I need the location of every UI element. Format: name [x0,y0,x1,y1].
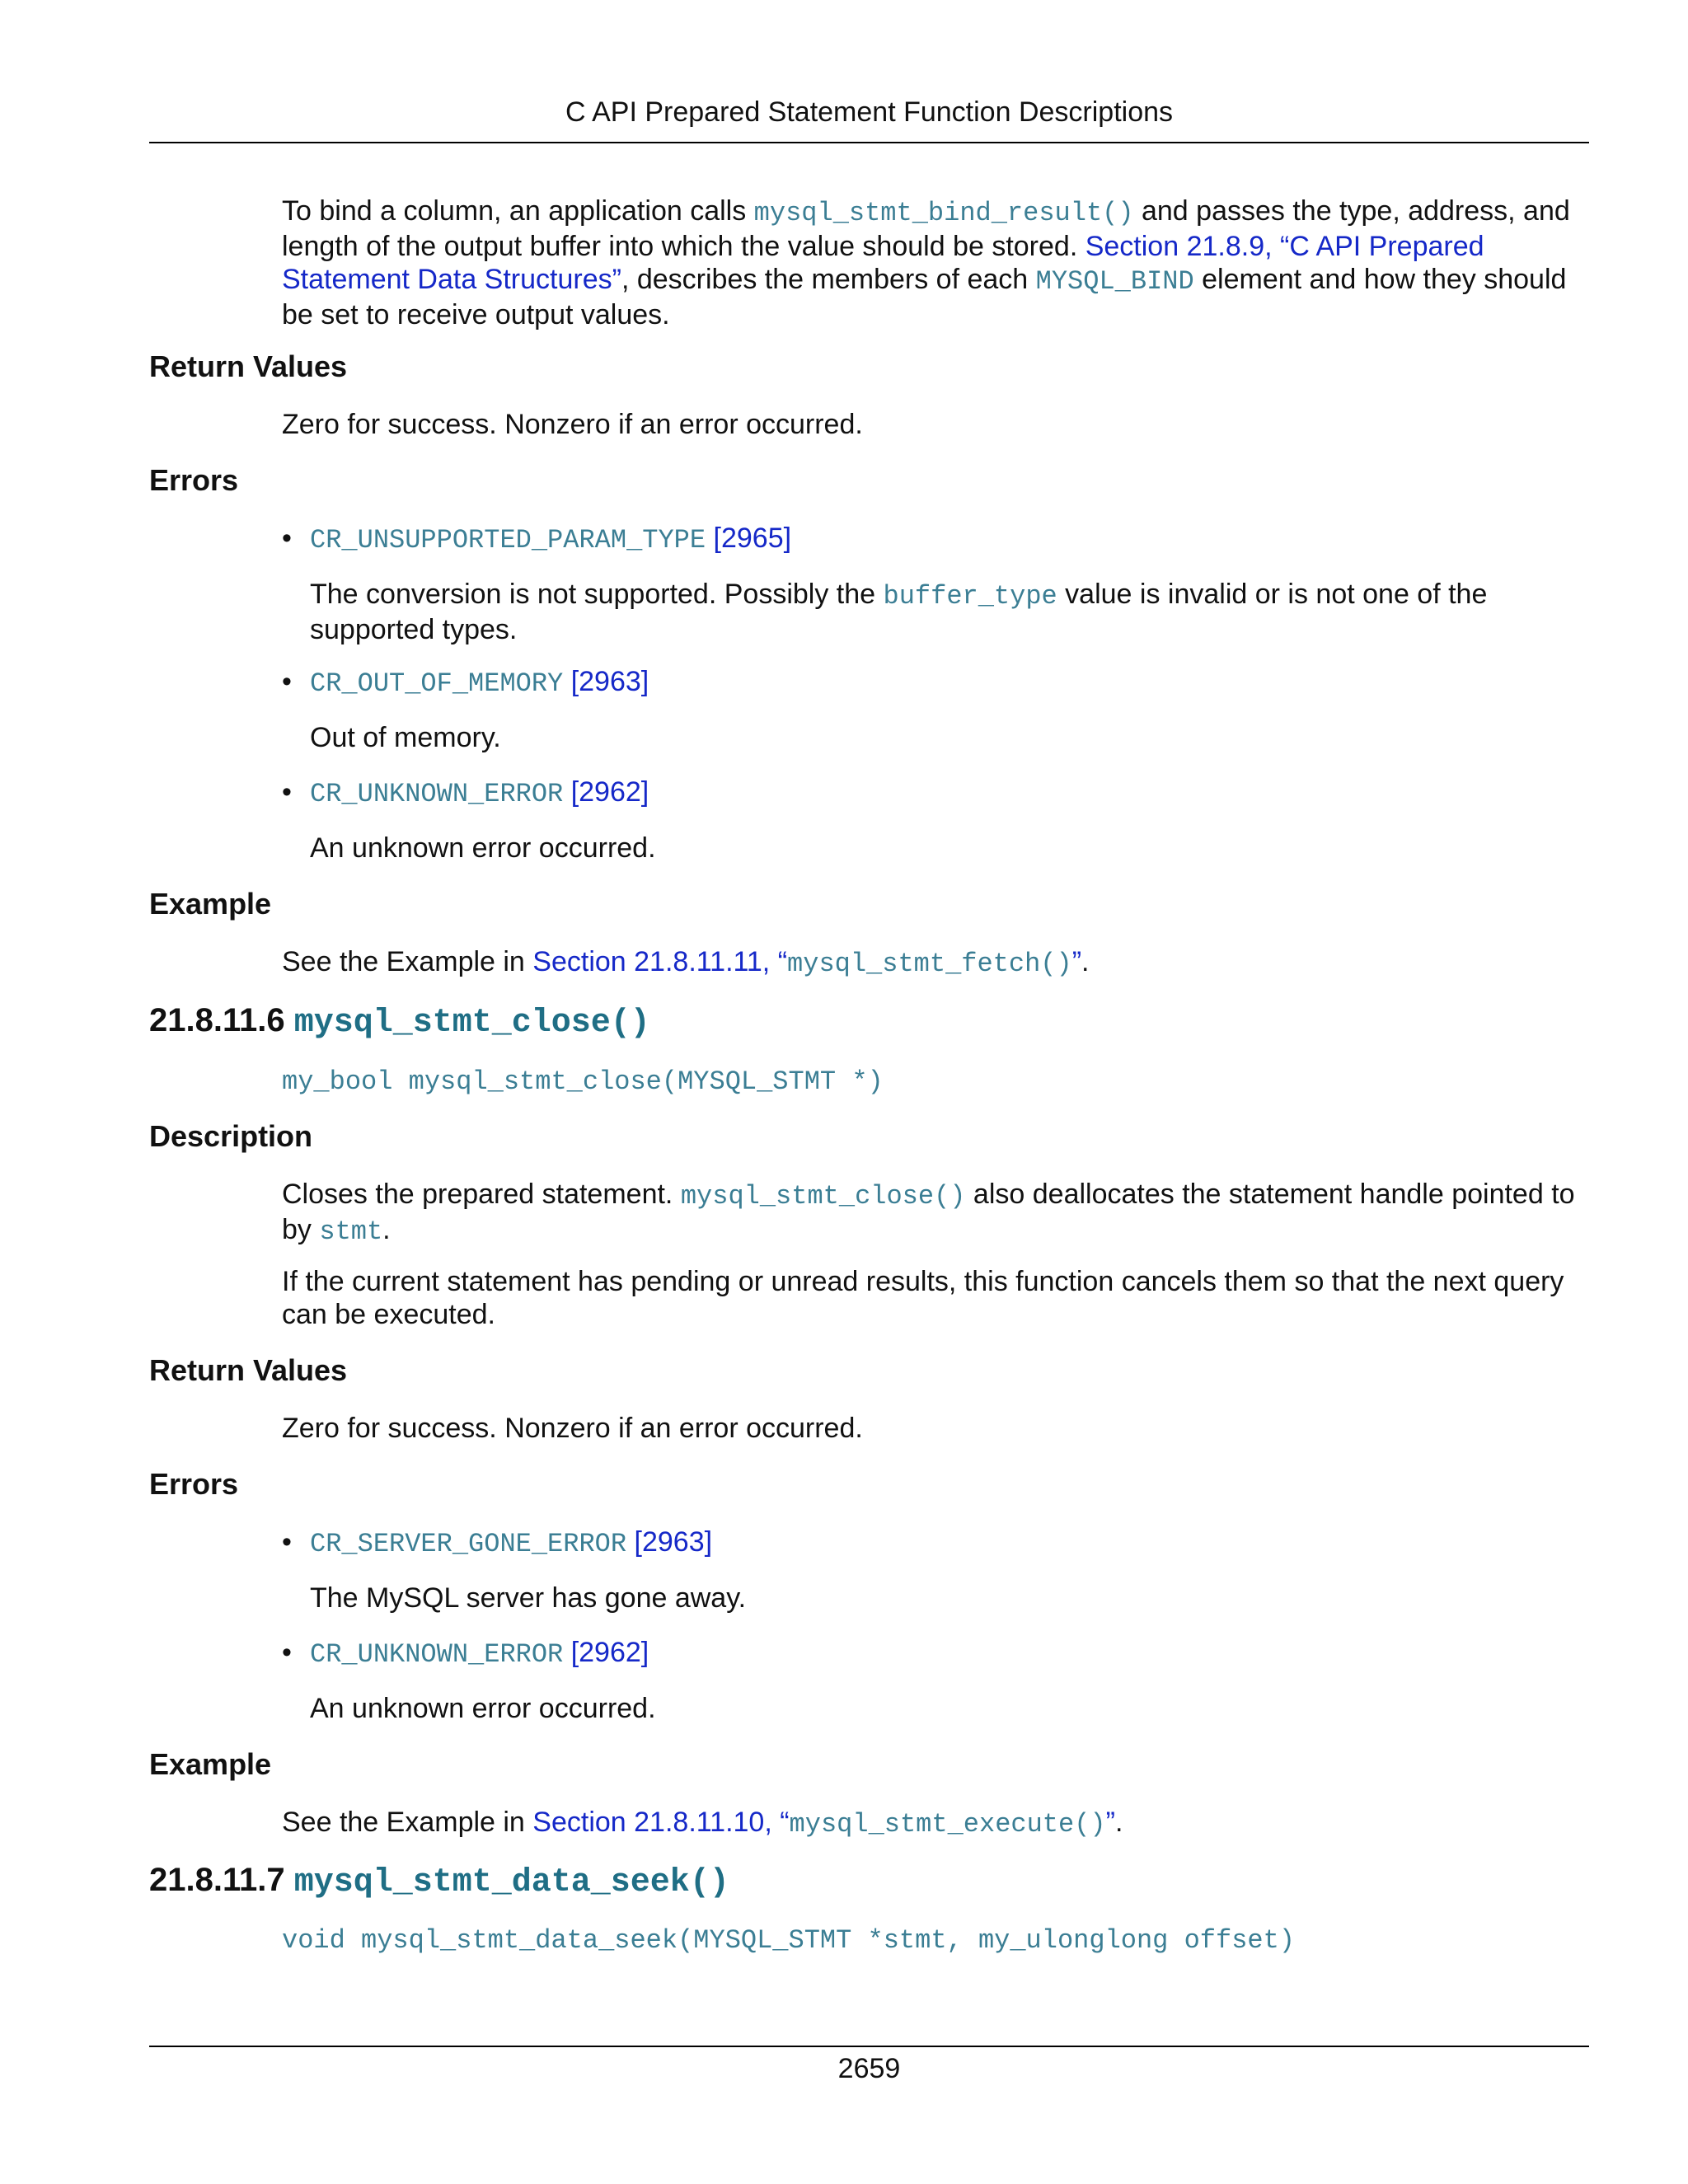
error-ref-link[interactable]: [2963] [570,666,649,697]
error-description: The MySQL server has gone away. [310,1582,747,1614]
error-item: • CR_UNSUPPORTED_PARAM_TYPE [2965] [282,523,792,555]
function-name: mysql_stmt_close() [293,1005,650,1042]
error-code: CR_UNKNOWN_ERROR [310,779,564,809]
error-description: The conversion is not supported. Possibly the buffer_type value is invalid or is not one of the supported types. [310,579,1488,645]
description-text: Closes the prepared statement. mysql_stmt_close() also deallocates the statement handle pointed to by stmt. [282,1179,1575,1247]
error-description: An unknown error occurred. [310,832,656,864]
return-values-heading: Return Values [149,1353,348,1387]
inline-code: mysql_stmt_bind_result() [753,198,1134,228]
errors-heading: Errors [149,1467,239,1501]
footer-divider [149,2046,1589,2047]
error-item: • CR_UNKNOWN_ERROR [2962] [282,1637,649,1670]
example-heading: Example [149,887,272,921]
example-heading: Example [149,1747,272,1781]
error-ref-link[interactable]: [2963] [634,1526,713,1558]
return-values-heading: Return Values [149,349,348,383]
error-item: • CR_SERVER_GONE_ERROR [2963] [282,1526,713,1559]
inline-code: buffer_type [883,581,1057,612]
error-code: CR_UNKNOWN_ERROR [310,1639,564,1670]
description-heading: Description [149,1119,313,1153]
page-number: 2659 [837,2053,901,2084]
error-description: Out of memory. [310,722,501,753]
return-values-text: Zero for success. Nonzero if an error occurred. [282,409,863,440]
example-text: See the Example in Section 21.8.11.10, “mysql_stmt_execute()”. [282,1807,1123,1840]
page-header: C API Prepared Statement Function Descriptions [149,92,1589,143]
error-item: • CR_UNKNOWN_ERROR [2962] [282,776,649,809]
error-code: CR_UNSUPPORTED_PARAM_TYPE [310,525,706,555]
inline-code: MYSQL_BIND [1035,266,1194,297]
description-text-2: If the current statement has pending or unread results, this function cancels them so that the next query can be executed. [282,1266,1564,1330]
error-ref-link[interactable]: [2962] [570,1637,649,1668]
error-code: CR_OUT_OF_MEMORY [310,668,564,699]
error-item: • CR_OUT_OF_MEMORY [2963] [282,666,649,699]
error-description: An unknown error occurred. [310,1693,656,1724]
inline-code: mysql_stmt_close() [680,1181,966,1212]
example-link[interactable]: Section 21.8.11.10, “mysql_stmt_execute()” [532,1807,1115,1840]
return-values-text: Zero for success. Nonzero if an error occurred. [282,1413,863,1444]
function-name: mysql_stmt_data_seek() [293,1864,729,1901]
section-link[interactable]: Section 21.8.9, “C API Prepared Statement Data Structures” [282,231,1484,295]
function-synopsis: my_bool mysql_stmt_close(MYSQL_STMT *) [282,1066,884,1097]
intro-paragraph: To bind a column, an application calls mysql_stmt_bind_result() and passes the type, address, and length of the output buffer into which the value should be stored. Section 21.8.9, “C API Prepared Statement Data Structures”, describes the members of each MYSQL_BIND element and how they should be set to receive output values. [282,195,1570,330]
errors-heading: Errors [149,463,239,497]
error-ref-link[interactable]: [2965] [713,523,792,554]
section-heading: 21.8.11.7 mysql_stmt_data_seek() [149,1862,729,1901]
example-text: See the Example in Section 21.8.11.11, “mysql_stmt_fetch()”. [282,946,1090,979]
function-synopsis: void mysql_stmt_data_seek(MYSQL_STMT *stmt, my_ulonglong offset) [282,1925,1295,1956]
error-ref-link[interactable]: [2962] [570,776,649,808]
inline-code: stmt [319,1216,383,1247]
section-heading: 21.8.11.6 mysql_stmt_close() [149,1002,650,1042]
error-code: CR_SERVER_GONE_ERROR [310,1529,627,1559]
example-link[interactable]: Section 21.8.11.11, “mysql_stmt_fetch()” [532,946,1082,979]
